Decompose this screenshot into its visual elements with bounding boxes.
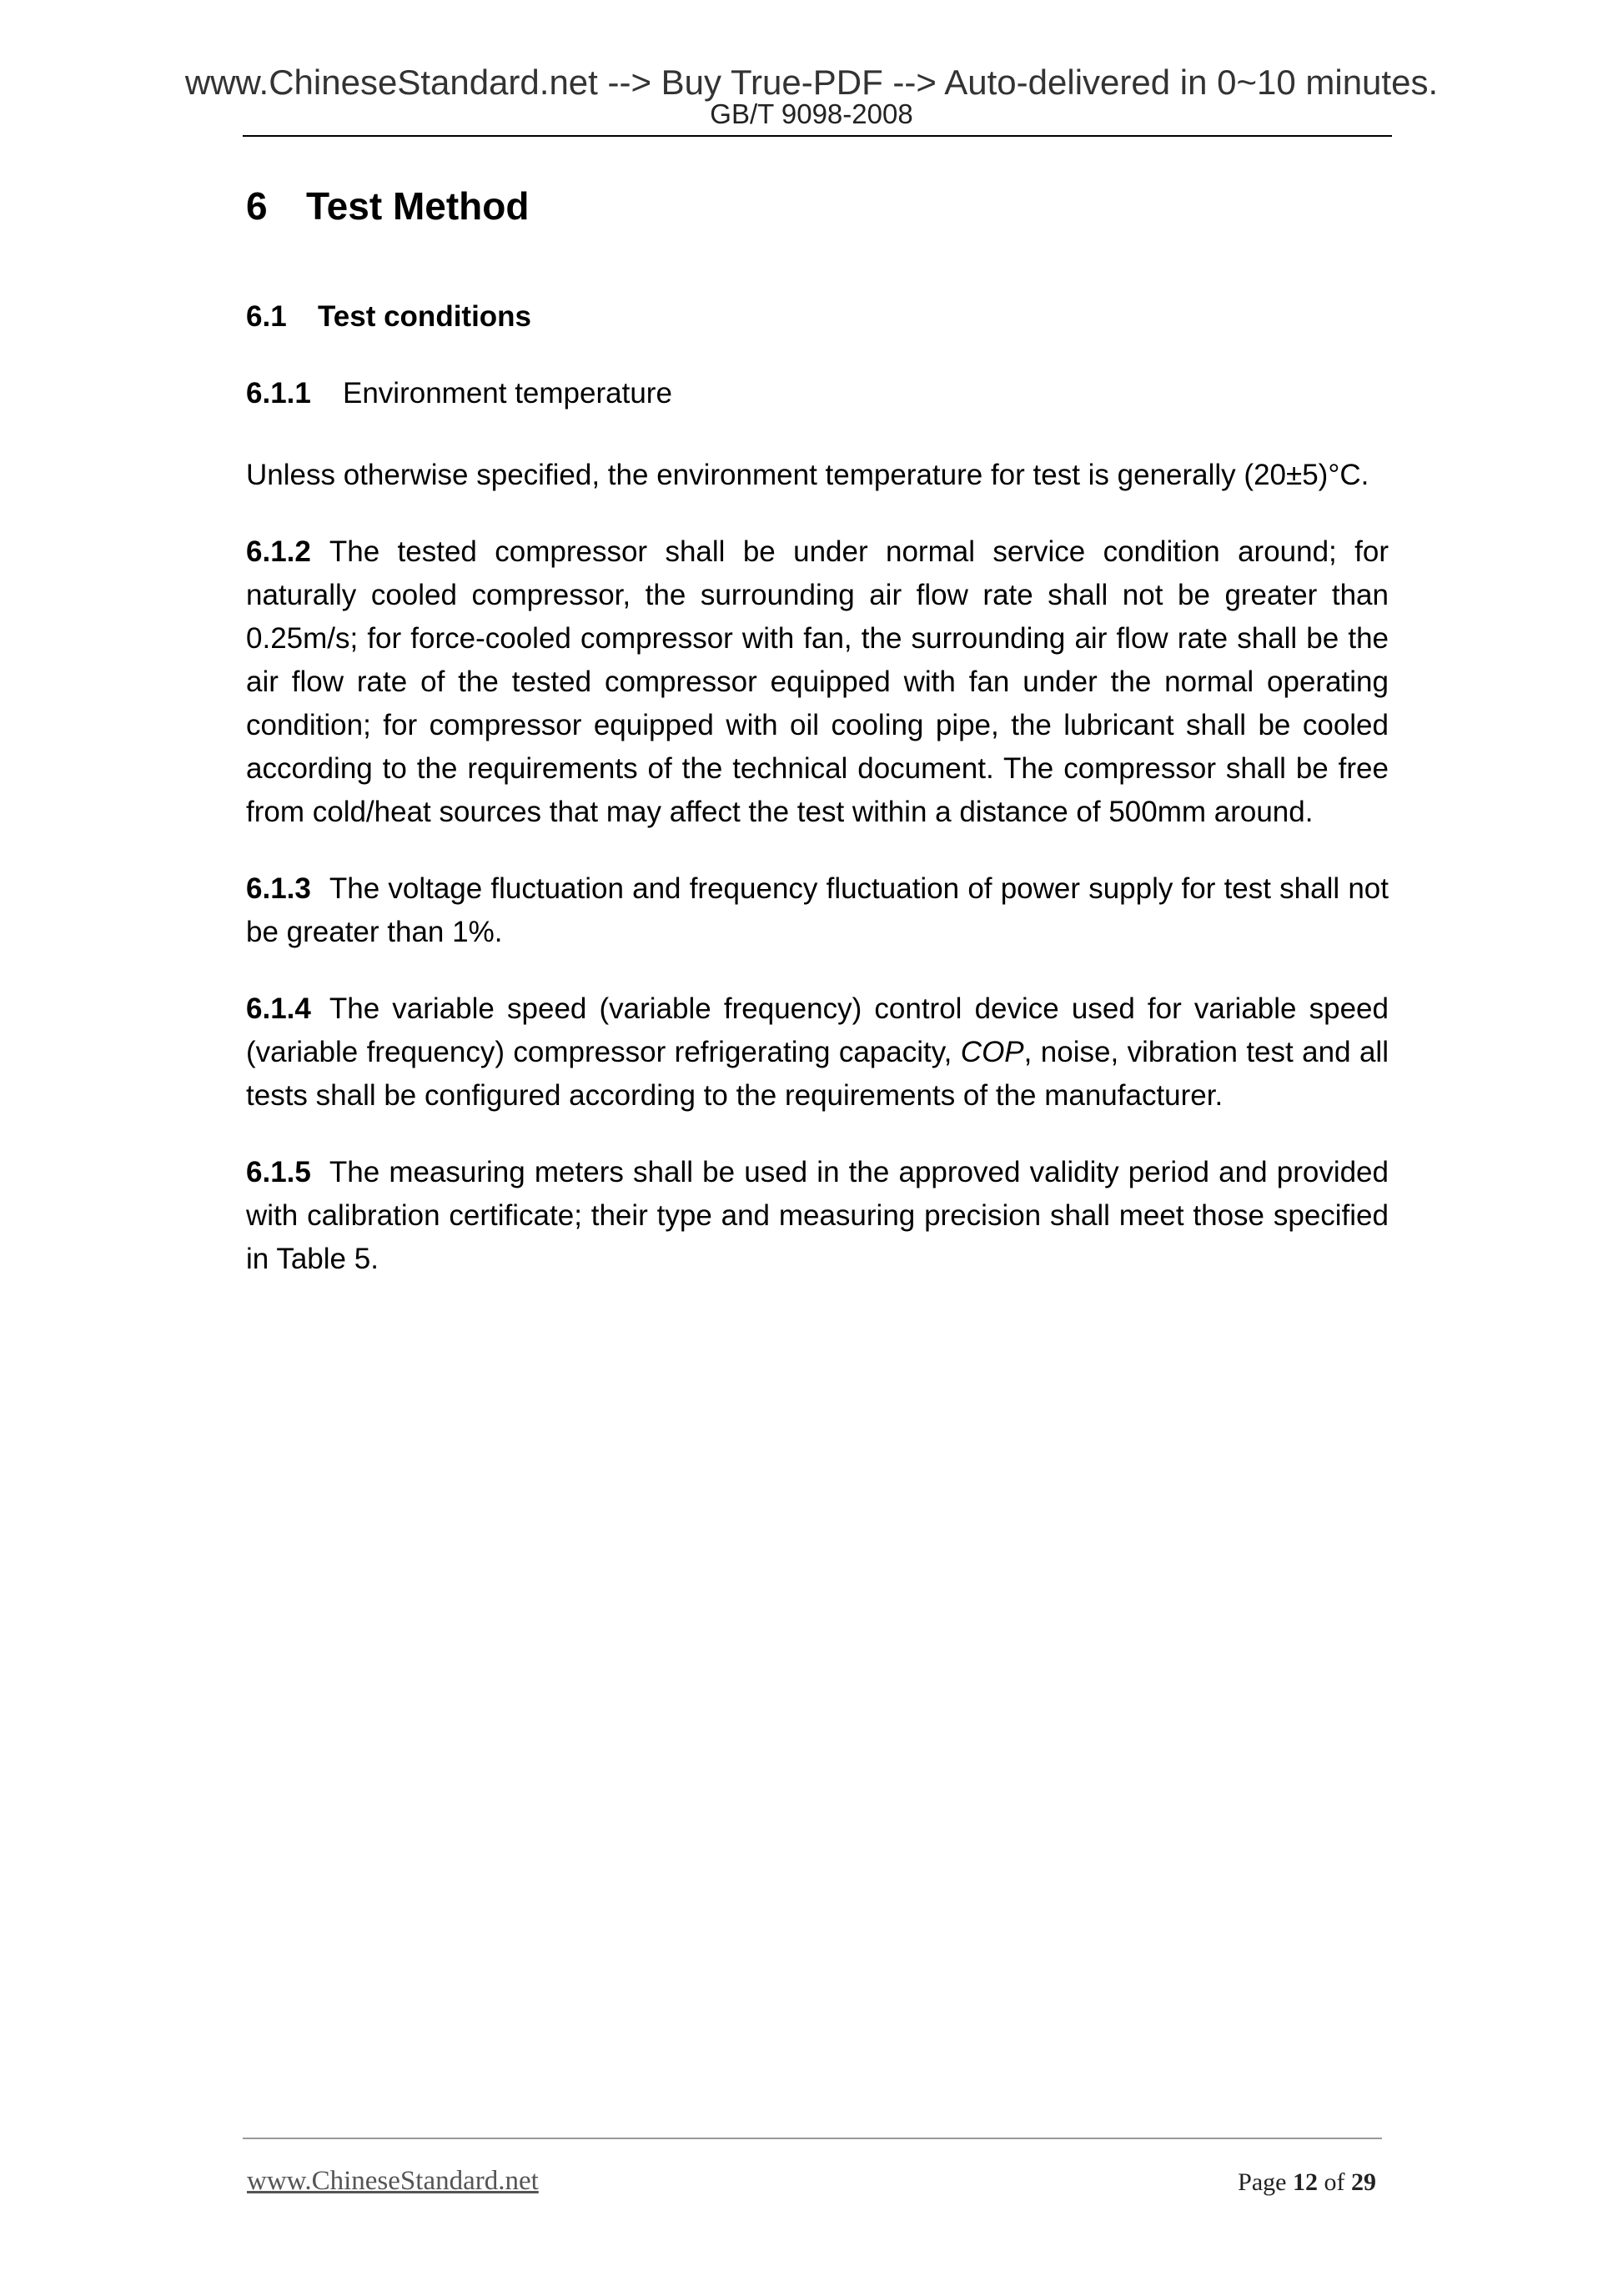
chapter-number: 6 xyxy=(246,184,268,228)
page-total: 29 xyxy=(1351,2168,1376,2196)
cop-term: COP xyxy=(960,1036,1024,1068)
page-number xyxy=(1238,2168,1376,2197)
paragraph-text: Unless otherwise specified, the environment temperature for test is generally (20±5)°C. xyxy=(246,459,1369,491)
footer-divider xyxy=(243,2138,1382,2139)
clause-title: Environment temperature xyxy=(343,377,672,409)
paragraph-text-cont: , noise, vibration test and all tests shall be configured according to the requirements of the manufacturer. xyxy=(246,1036,1389,1112)
paragraph-6-1-1 xyxy=(246,454,1389,497)
paragraph-6-1-5 xyxy=(246,1151,1389,1281)
header-divider xyxy=(243,135,1392,137)
section-title: Test conditions xyxy=(318,300,532,333)
section-heading-6-1 xyxy=(246,300,1389,344)
paragraph-6-1-2 xyxy=(246,530,1389,834)
page-current: 12 xyxy=(1293,2168,1318,2196)
page-separator: of xyxy=(1318,2168,1351,2196)
clause-number: 6.1.4 xyxy=(246,992,311,1025)
page-prefix: Page xyxy=(1238,2168,1293,2196)
paragraph-6-1-3 xyxy=(246,867,1389,954)
chapter-title: Test Method xyxy=(306,184,530,228)
paragraph-text: The measuring meters shall be used in the approved validity period and provided with calibration certificate; their type and measuring precision shall meet those specified in Table 5. xyxy=(246,1156,1389,1275)
page-body xyxy=(246,183,1389,1314)
standard-code: GB/T 9098-2008 xyxy=(710,98,913,129)
paragraph-6-1-4 xyxy=(246,987,1389,1118)
clause-number: 6.1.5 xyxy=(246,1156,311,1188)
chapter-heading xyxy=(246,183,1389,252)
footer-site-link[interactable]: www.ChineseStandard.net xyxy=(247,2166,539,2196)
clause-number: 6.1.2 xyxy=(246,535,311,568)
paragraph-text: The variable speed (variable frequency) control device used for variable speed (variable frequency) compressor refrigerating capacity, xyxy=(246,992,1389,1068)
paragraph-text: The voltage fluctuation and frequency fluctuation of power supply for test shall not be greater than 1%. xyxy=(246,872,1389,948)
site-banner: www.ChineseStandard.net --> Buy True-PDF --> Auto-delivered in 0~10 minutes. xyxy=(184,63,1439,102)
clause-heading-6-1-1 xyxy=(246,377,1389,420)
clause-number: 6.1.1 xyxy=(246,377,311,409)
section-number: 6.1 xyxy=(246,300,287,333)
clause-number: 6.1.3 xyxy=(246,872,311,905)
paragraph-text: The tested compressor shall be under normal service condition around; for naturally cooled compressor, the surrounding air flow rate shall not be greater than 0.25m/s; for force-cooled compressor with fan, the surrounding air flow rate shall be the air flow rate of the tested compressor equipped with fan under the normal operating condition; for compressor equipped with oil cooling pipe, the lubricant shall be cooled according to the requirements of the technical document. The compressor shall be free from cold/heat sources that may affect the test within a distance of 500mm around. xyxy=(246,535,1389,828)
